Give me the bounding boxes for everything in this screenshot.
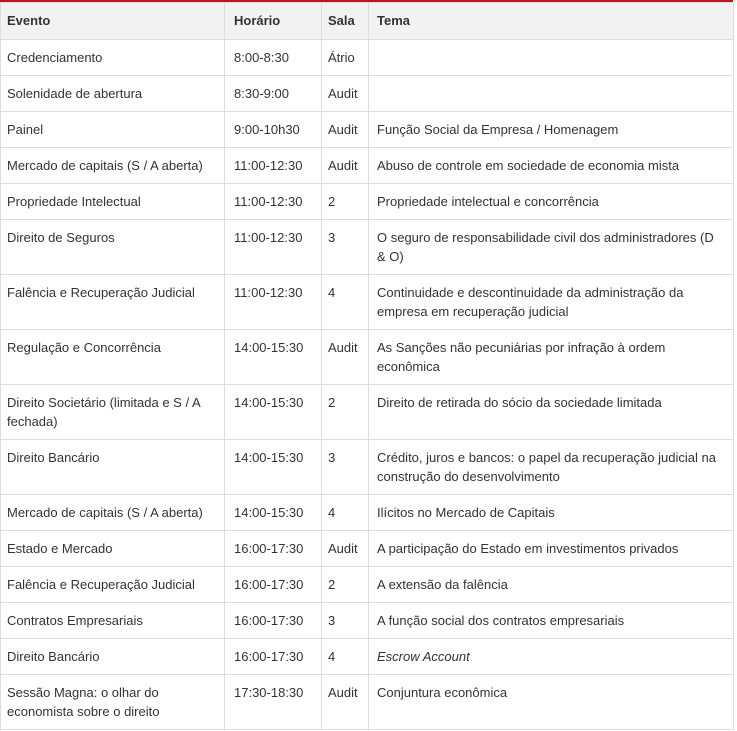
cell-evento: Direito Bancário	[1, 639, 225, 675]
cell-horario: 14:00-15:30	[225, 330, 322, 385]
cell-evento: Direito Societário (limitada e S / A fechada)	[1, 385, 225, 440]
cell-evento: Mercado de capitais (S / A aberta)	[1, 495, 225, 531]
table-row	[1, 385, 734, 440]
table-row	[1, 76, 734, 112]
cell-tema: O seguro de responsabilidade civil dos administradores (D & O)	[369, 220, 734, 275]
cell-evento: Estado e Mercado	[1, 531, 225, 567]
table-row	[1, 112, 734, 148]
cell-sala: Átrio	[322, 40, 369, 76]
header-evento: Evento	[1, 3, 225, 40]
cell-evento: Direito Bancário	[1, 440, 225, 495]
cell-sala: Audit	[322, 531, 369, 567]
cell-evento: Falência e Recuperação Judicial	[1, 567, 225, 603]
cell-tema: A extensão da falência	[369, 567, 734, 603]
cell-tema: Conjuntura econômica	[369, 675, 734, 730]
table-row	[1, 148, 734, 184]
cell-horario: 11:00-12:30	[225, 184, 322, 220]
cell-tema: Continuidade e descontinuidade da administração da empresa em recuperação judicial	[369, 275, 734, 330]
cell-evento: Falência e Recuperação Judicial	[1, 275, 225, 330]
cell-sala: 3	[322, 220, 369, 275]
cell-horario: 8:00-8:30	[225, 40, 322, 76]
cell-sala: 2	[322, 385, 369, 440]
table-row	[1, 184, 734, 220]
cell-evento: Credenciamento	[1, 40, 225, 76]
header-tema: Tema	[369, 3, 734, 40]
cell-tema	[369, 40, 734, 76]
cell-sala: Audit	[322, 675, 369, 730]
cell-evento: Contratos Empresariais	[1, 603, 225, 639]
table-row	[1, 440, 734, 495]
cell-sala: Audit	[322, 330, 369, 385]
cell-evento: Solenidade de abertura	[1, 76, 225, 112]
cell-sala: 4	[322, 495, 369, 531]
cell-tema	[369, 76, 734, 112]
cell-sala: Audit	[322, 112, 369, 148]
table-row	[1, 567, 734, 603]
cell-sala: Audit	[322, 76, 369, 112]
table-row	[1, 495, 734, 531]
cell-horario: 16:00-17:30	[225, 567, 322, 603]
cell-horario: 14:00-15:30	[225, 385, 322, 440]
header-sala: Sala	[322, 3, 369, 40]
cell-evento: Propriedade Intelectual	[1, 184, 225, 220]
table-row	[1, 603, 734, 639]
cell-sala: Audit	[322, 148, 369, 184]
cell-sala: 3	[322, 603, 369, 639]
cell-horario: 11:00-12:30	[225, 220, 322, 275]
cell-evento: Sessão Magna: o olhar do economista sobre o direito	[1, 675, 225, 730]
cell-tema: Crédito, juros e bancos: o papel da recuperação judicial na construção do desenvolvimento	[369, 440, 734, 495]
cell-tema: Ilícitos no Mercado de Capitais	[369, 495, 734, 531]
cell-horario: 14:00-15:30	[225, 440, 322, 495]
cell-sala: 3	[322, 440, 369, 495]
cell-tema: Direito de retirada do sócio da sociedade limitada	[369, 385, 734, 440]
cell-tema: A função social dos contratos empresariais	[369, 603, 734, 639]
cell-horario: 16:00-17:30	[225, 603, 322, 639]
table-row	[1, 275, 734, 330]
cell-tema: Função Social da Empresa / Homenagem	[369, 112, 734, 148]
cell-horario: 8:30-9:00	[225, 76, 322, 112]
header-horario: Horário	[225, 3, 322, 40]
cell-horario: 17:30-18:30	[225, 675, 322, 730]
table-row	[1, 330, 734, 385]
schedule-table	[0, 2, 734, 730]
cell-horario: 9:00-10h30	[225, 112, 322, 148]
cell-sala: 4	[322, 275, 369, 330]
cell-evento: Regulação e Concorrência	[1, 330, 225, 385]
cell-evento: Mercado de capitais (S / A aberta)	[1, 148, 225, 184]
table-row	[1, 40, 734, 76]
cell-sala: 4	[322, 639, 369, 675]
cell-evento: Painel	[1, 112, 225, 148]
cell-horario: 16:00-17:30	[225, 531, 322, 567]
table-header-row	[1, 3, 734, 40]
table-row	[1, 675, 734, 730]
cell-tema: Propriedade intelectual e concorrência	[369, 184, 734, 220]
table-row	[1, 639, 734, 675]
table-row	[1, 220, 734, 275]
cell-sala: 2	[322, 567, 369, 603]
cell-tema: A participação do Estado em investimentos privados	[369, 531, 734, 567]
cell-evento: Direito de Seguros	[1, 220, 225, 275]
cell-horario: 14:00-15:30	[225, 495, 322, 531]
cell-tema: Abuso de controle em sociedade de economia mista	[369, 148, 734, 184]
cell-tema: Escrow Account	[369, 639, 734, 675]
cell-sala: 2	[322, 184, 369, 220]
cell-horario: 11:00-12:30	[225, 275, 322, 330]
table-row	[1, 531, 734, 567]
cell-tema: As Sanções não pecuniárias por infração à ordem econômica	[369, 330, 734, 385]
cell-horario: 11:00-12:30	[225, 148, 322, 184]
cell-horario: 16:00-17:30	[225, 639, 322, 675]
